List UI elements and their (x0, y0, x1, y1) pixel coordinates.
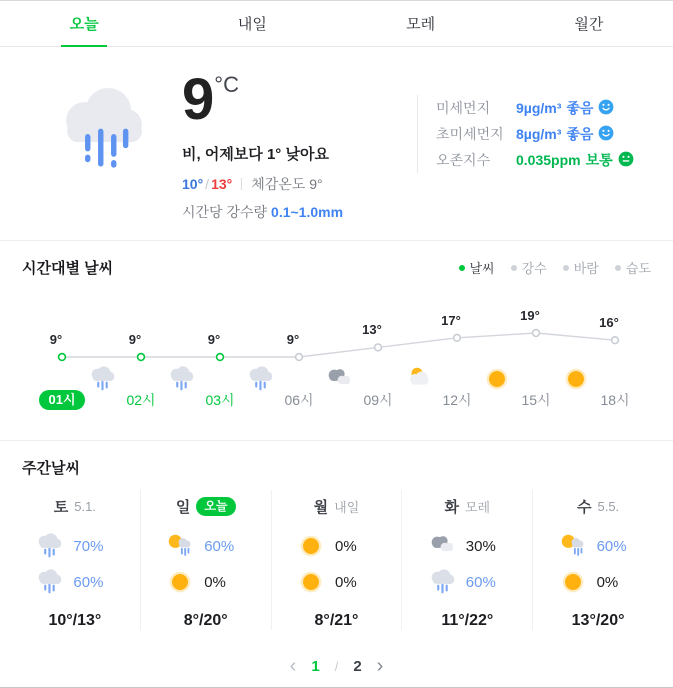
feels-like-value: 9° (309, 176, 323, 192)
weekly-title: 주간날씨 (22, 460, 80, 477)
rain-cloud-icon (166, 364, 196, 394)
air-row-fine-dust (436, 95, 649, 121)
divider (241, 178, 242, 190)
legend-item-날씨[interactable]: 날씨 (459, 258, 495, 277)
current-weather-main (182, 67, 344, 222)
hour-temp-label: 16° (599, 315, 619, 331)
hour-temp-label: 9° (49, 332, 63, 347)
precip-probability: 60% (465, 573, 496, 591)
smiley-good-icon (598, 99, 614, 118)
weekly-day-header (141, 494, 271, 518)
weekly-day: 화 (444, 498, 459, 516)
air-label: 미세먼지 (436, 100, 491, 116)
weekly-day-header (402, 494, 532, 518)
sun-icon (561, 364, 591, 394)
hour-temp-label: 17° (441, 312, 461, 328)
weekly-day-header (533, 494, 663, 518)
hour-label-03시[interactable]: 03시 (205, 392, 235, 408)
precip-probability: 0% (596, 573, 619, 591)
legend-dot-icon (615, 265, 621, 271)
hour-label-12시[interactable]: 12시 (442, 392, 472, 408)
sun-icon (296, 567, 326, 597)
pagination (0, 656, 673, 676)
air-quality-panel (417, 95, 649, 173)
weekly-header (0, 457, 673, 478)
low-temperature: 10° (182, 176, 204, 192)
precipitation-label: 시간당 강수량 (182, 204, 268, 220)
legend-item-습도[interactable]: 습도 (615, 258, 651, 277)
hour-temp-label: 9° (207, 332, 221, 347)
weekly-day-header (10, 494, 140, 518)
total-pages: 2 (353, 657, 362, 675)
sun-icon (165, 567, 195, 597)
precip-probability: 0% (334, 573, 357, 591)
weekly-date: 내일 (334, 499, 360, 515)
weekly-temps: 11°/22° (441, 612, 494, 629)
current-weather-section (0, 47, 673, 241)
weekly-temps: 13°/20° (571, 612, 625, 629)
current-page: 1 (311, 657, 320, 675)
legend-dot-icon (511, 265, 517, 271)
hour-label-18시[interactable]: 18시 (600, 392, 630, 408)
weekly-col-화 (401, 490, 532, 630)
smiley-good-icon (598, 125, 614, 144)
rain-cloud-icon (245, 364, 275, 394)
weekly-temps: 10°/13° (48, 612, 102, 629)
hourly-legend (459, 258, 652, 277)
high-temperature: 13° (211, 176, 233, 192)
weekly-col-일 (140, 490, 271, 630)
weekly-day-header (272, 494, 402, 518)
precip-probability: 60% (204, 537, 235, 555)
weekly-forecast-row (141, 528, 271, 564)
next-page-icon[interactable]: › (376, 655, 384, 677)
hourly-section (0, 241, 673, 441)
feels-like-label: 체감온도 (251, 176, 306, 192)
current-temperature: $9^{^\circ C}$ (182, 67, 239, 132)
sun-icon (296, 531, 326, 561)
sun-behind-cloud-icon (403, 364, 433, 394)
hourly-header (0, 257, 673, 278)
air-value: 8µg/m³ 좋음 (516, 124, 614, 144)
weekly-col-월 (271, 490, 402, 630)
weekly-section (0, 441, 673, 630)
hour-label-02시[interactable]: 02시 (126, 392, 156, 408)
weekly-date: 5.1. (74, 498, 96, 514)
weekly-forecast-row (272, 564, 402, 600)
tab-today[interactable]: 오늘 (0, 1, 168, 46)
smiley-moderate-icon (618, 151, 634, 170)
sun-icon (482, 364, 512, 394)
weekly-temps: 8°/21° (314, 612, 359, 629)
weekly-temps: 8°/20° (183, 612, 228, 629)
weekly-forecast-row (272, 528, 402, 564)
weekly-day: 월 (313, 498, 329, 516)
weekly-forecast-row (10, 564, 140, 600)
hour-label-15시[interactable]: 15시 (521, 392, 551, 408)
hourly-chart (0, 290, 673, 428)
weekly-col-수 (532, 490, 663, 630)
hour-temp-label: 19° (520, 308, 540, 323)
hour-temp-label: 9° (128, 332, 142, 347)
precip-probability: 0% (334, 537, 357, 555)
air-row-ultrafine-dust (436, 121, 649, 147)
tab-monthly[interactable]: 월간 (505, 1, 673, 46)
weekly-forecast-row (10, 528, 140, 564)
legend-dot-icon (563, 265, 569, 271)
hour-label-09시[interactable]: 09시 (363, 392, 393, 408)
weekly-date: 5.5. (597, 498, 620, 514)
precip-probability: 0% (204, 573, 226, 591)
selected-hour-pill[interactable]: 01시 (39, 390, 84, 410)
weekly-forecast-row (402, 528, 532, 564)
legend-item-바람[interactable]: 바람 (563, 258, 599, 277)
clouds-icon (427, 531, 457, 561)
temperature-unit: °C (214, 72, 239, 97)
hour-label-06시[interactable]: 06시 (284, 392, 314, 408)
legend-item-강수[interactable]: 강수 (511, 258, 547, 277)
hourly-precipitation (182, 202, 343, 222)
tab-day-after-tomorrow[interactable]: 모레 (337, 1, 505, 46)
air-label: 초미세먼지 (436, 126, 504, 142)
hourly-title: 시간대별 날씨 (22, 260, 114, 277)
weekly-grid (0, 490, 673, 630)
weather-summary: 비, 어제보다 1° 낮아요 (182, 146, 329, 163)
weekly-date: 모레 (464, 499, 491, 515)
sun-icon (558, 567, 588, 597)
air-label: 오존지수 (436, 152, 491, 168)
air-value: 9µg/m³ 좋음 (516, 98, 614, 118)
weekly-forecast-row (533, 564, 663, 600)
weekly-day: 토 (53, 498, 69, 516)
hour-temp-label: 9° (286, 332, 300, 347)
rain-cloud-icon (52, 75, 156, 222)
rain-cloud-icon (34, 531, 64, 561)
sun-and-rain-icon (165, 531, 195, 561)
precip-probability: 70% (73, 537, 104, 555)
weekly-col-토 (10, 490, 140, 630)
hour-temp-label: 13° (362, 322, 382, 338)
precipitation-amount: 0.1~1.0mm (271, 204, 344, 220)
precip-probability: 60% (73, 573, 104, 591)
rain-cloud-icon (87, 364, 117, 394)
prev-page-icon[interactable]: ‹ (289, 655, 297, 677)
temperature-line (0, 290, 673, 428)
weekly-forecast-row (533, 528, 663, 564)
air-value: 0.035ppm 보통 (516, 150, 634, 170)
sun-and-rain-icon (558, 531, 588, 561)
clouds-icon (324, 364, 354, 394)
weekly-day: 일 (175, 498, 191, 516)
rain-cloud-icon (34, 567, 64, 597)
range-slash: / (205, 176, 210, 192)
rain-cloud-icon (427, 567, 457, 597)
legend-dot-icon (459, 265, 465, 271)
today-badge: 오늘 (196, 497, 235, 516)
tab-tomorrow[interactable]: 내일 (168, 1, 336, 46)
day-tabs (0, 0, 673, 47)
precip-probability: 30% (465, 537, 496, 555)
weekly-forecast-row (141, 564, 271, 600)
precip-probability: 60% (596, 537, 627, 555)
weekly-day: 수 (576, 498, 592, 516)
temperature-range (182, 174, 343, 194)
page-separator: / (334, 658, 339, 674)
air-row-ozone (436, 147, 649, 173)
weekly-forecast-row (402, 564, 532, 600)
